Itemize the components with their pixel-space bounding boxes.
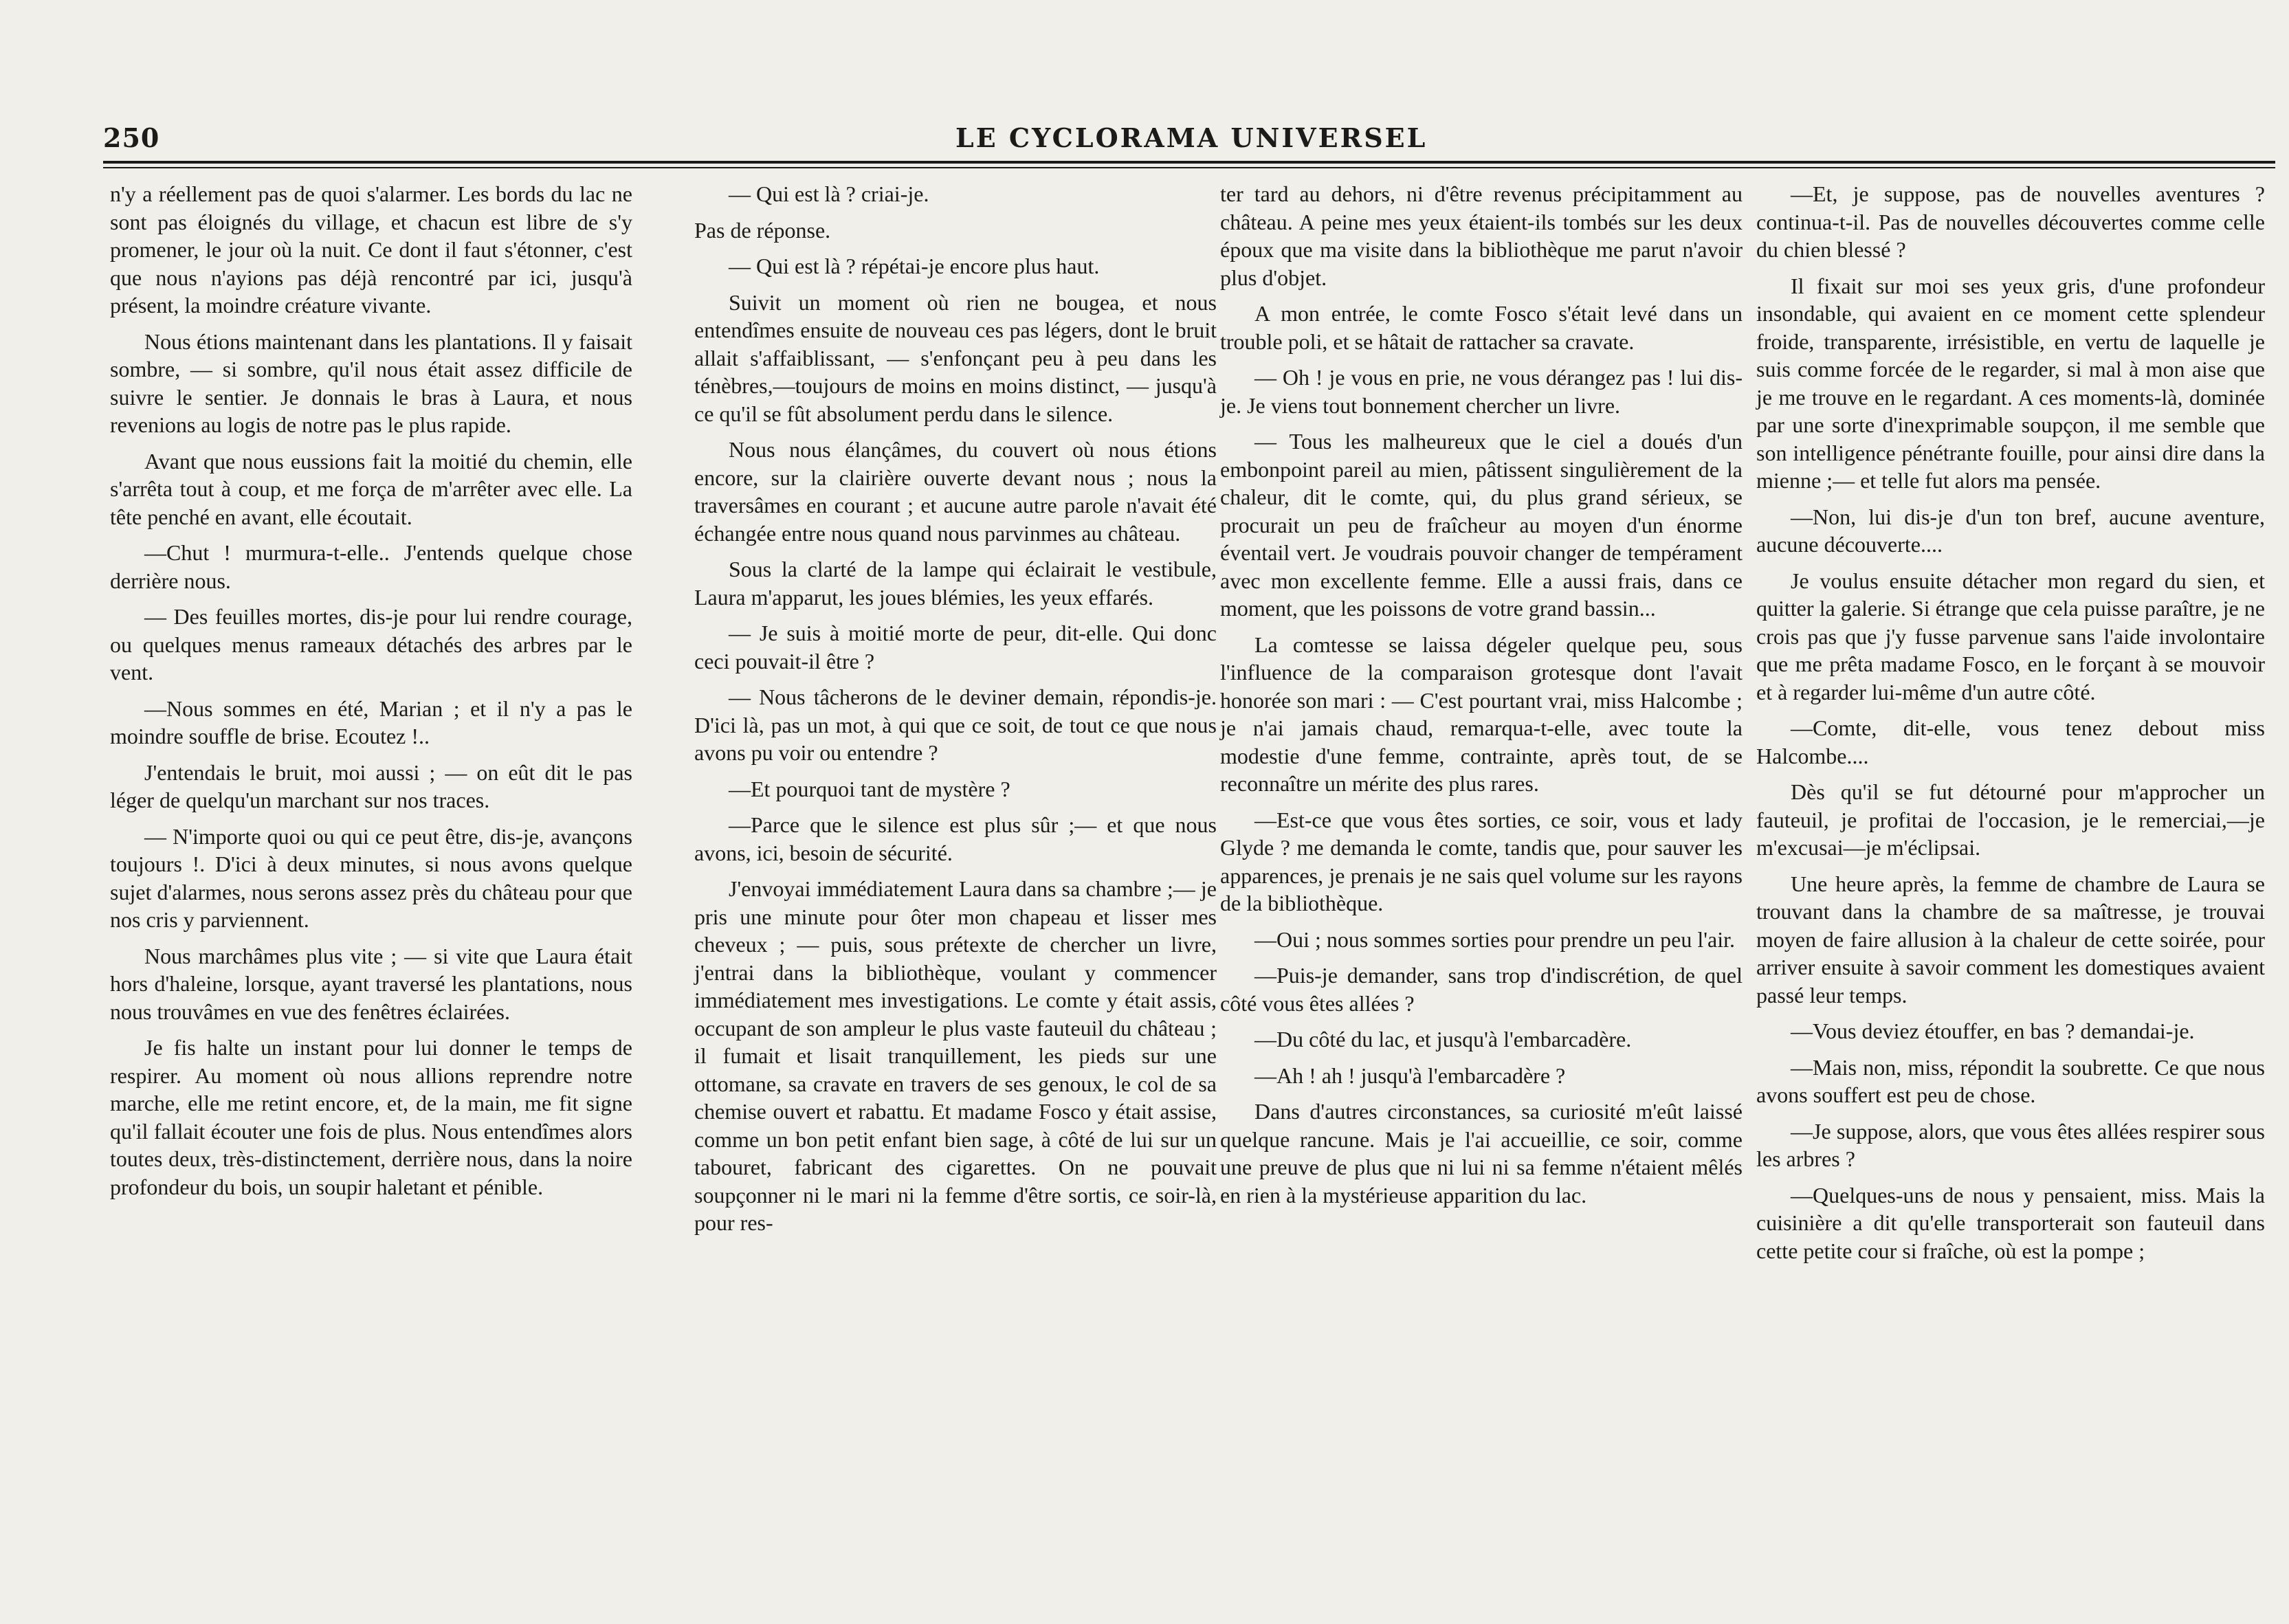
page-number: 250 [103, 122, 160, 153]
paragraph: —Je suppose, alors, que vous êtes allées respirer sous les arbres ? [1756, 1118, 2265, 1171]
paragraph: —Parce que le silence est plus sûr ;— et que nous avons, ici, besoin de sécurité. [694, 812, 1217, 865]
paragraph: —Vous deviez étouffer, en bas ? demandai-je. [1791, 1019, 2195, 1043]
paragraph: —Mais non, miss, répondit la soubrette. Ce que nous avons souffert est peu de chose. [1756, 1054, 2265, 1107]
paragraph: —Chut ! murmura-t-elle.. J'entends quelque chose derrière nous. [110, 540, 632, 593]
paragraph: Je voulus ensuite détacher mon regard du sien, et quitter la galerie. Si étrange que cela puisse paraître, je ne crois pas que j'y fusse parvenue sans l'aide involontaire que me prêta madame Fosco, en le forçant à se mouvoir et à regarder lui-même d'un autre côté. [1756, 568, 2265, 704]
paragraph: Dès qu'il se fut détourné pour m'approcher un fauteuil, je profitai de l'occasion, je le remerciai,—je m'excusai—je m'éclipsai. [1756, 779, 2265, 860]
paragraph: J'envoyai immédiatement Laura dans sa chambre ;— je pris une minute pour ôter mon chapeau et lisser mes cheveux ; — puis, sous prétexte de chercher un livre, j'entrai dans la bibliothèque, voulant y commencer immédiatement mes investigations. Le comte y était assis, occupant de son ampleur le plus vaste fauteuil du château ; il fumait et lisait tranquillement, les pieds sur une ottomane, sa cravate en travers de ses genoux, le col de sa chemise ouvert et rabattu. Et madame Fosco y était assise, comme un bon petit enfant bien sage, à côté de lui sur un tabouret, fabricant des cigarettes. On ne pouvait soupçonner ni le mari ni la femme d'être sortis, ce soir-là, pour res- [694, 876, 1217, 1235]
header-rule-thick [103, 161, 2275, 164]
text-column-4 [1756, 180, 2265, 1273]
text-column-1 [110, 180, 632, 1209]
paragraph: —Et pourquoi tant de mystère ? [729, 776, 1010, 801]
paragraph: —Oui ; nous sommes sorties pour prendre un peu l'air. [1254, 926, 1735, 952]
paragraph: Nous nous élançâmes, du couvert où nous étions encore, sur la clairière ouverte devant nous ; nous la traversâmes en courant ; et aucune autre parole n'avait été échangée entre nous quand nous parvinmes au château. [694, 437, 1217, 546]
paragraph: —Et, je suppose, pas de nouvelles aventures ? continua-t-il. Pas de nouvelles découvertes comme celle du chien blessé ? [1756, 181, 2265, 262]
paragraph: —Non, lui dis-je d'un ton bref, aucune aventure, aucune découverte.... [1756, 504, 2265, 557]
paragraph: Avant que nous eussions fait la moitié du chemin, elle s'arrêta tout à coup, et me força de m'arrêter avec elle. La tête penché en avant, elle écoutait. [110, 448, 632, 529]
paragraph: — Je suis à moitié morte de peur, dit-elle. Qui donc ceci pouvait-il être ? [694, 621, 1217, 674]
text-column-3 [1220, 180, 1743, 1217]
paragraph: Une heure après, la femme de chambre de Laura se trouvant dans la chambre de sa maîtresse, je trouvai moyen de faire allusion à la chaleur de cette soirée, pour arriver ensuite à savoir comment les domestiques avaient passé leur temps. [1756, 871, 2265, 1008]
paragraph: —Nous sommes en été, Marian ; et il n'y a pas le moindre souffle de brise. Ecoutez !.. [110, 696, 632, 748]
paragraph: Nous marchâmes plus vite ; — si vite que Laura était hors d'haleine, lorsque, ayant traversé les plantations, nous nous trouvâmes en vue des fenêtres éclairées. [110, 943, 632, 1024]
paragraph: Dans d'autres circonstances, sa curiosité m'eût laissé quelque rancune. Mais je l'ai accueillie, ce soir, comme une preuve de plus que ni lui ni sa femme n'étaient mêlés en rien à la mystérieuse apparition du lac. [1220, 1099, 1743, 1208]
paragraph: —Puis-je demander, sans trop d'indiscrétion, de quel côté vous êtes allées ? [1220, 963, 1743, 1016]
header-rule-thin [103, 167, 2275, 168]
paragraph: — Oh ! je vous en prie, ne vous dérangez pas ! lui dis-je. Je viens tout bonnement chercher un livre. [1220, 365, 1743, 418]
paragraph: Sous la clarté de la lampe qui éclairait le vestibule, Laura m'apparut, les joues blémies, les yeux effarés. [694, 557, 1217, 610]
paragraph: n'y a réellement pas de quoi s'alarmer. Les bords du lac ne sont pas éloignés du village, et chacun est libre de s'y promener, le jour où la nuit. Ce dont il faut s'étonner, c'est que nous n'ayions pas déjà rencontré par ici, jusqu'à présent, la moindre créature vivante. [110, 181, 632, 318]
paragraph: Je fis halte un instant pour lui donner le temps de respirer. Au moment où nous allions reprendre notre marche, elle me retint encore, et, de la main, me fit signe qu'il fallait écouter une fois de plus. Nous entendîmes alors toutes deux, très-distinctement, derrière nous, dans la noire profondeur du bois, un soupir haletant et pénible. [110, 1035, 632, 1199]
paragraph: Nous étions maintenant dans les plantations. Il y faisait sombre, — si sombre, qu'il nous était assez difficile de suivre le sentier. Je donnais le bras à Laura, et nous revenions au logis de notre pas le plus rapide. [110, 329, 632, 437]
paragraph: Pas de réponse. [694, 217, 831, 243]
running-title: LE CYCLORAMA UNIVERSEL [955, 122, 1428, 153]
paragraph: — Des feuilles mortes, dis-je pour lui rendre courage, ou quelques menus rameaux détachés des arbres par le vent. [110, 604, 632, 685]
paragraph: —Comte, dit-elle, vous tenez debout miss Halcombe.... [1756, 715, 2265, 768]
paragraph: — Qui est là ? répétai-je encore plus haut. [729, 254, 1100, 278]
paragraph: —Du côté du lac, et jusqu'à l'embarcadère. [1254, 1027, 1632, 1052]
paragraph: J'entendais le bruit, moi aussi ; — on eût dit le pas léger de quelqu'un marchant sur nos traces. [110, 759, 632, 812]
paragraph: ter tard au dehors, ni d'être revenus précipitamment au château. A peine mes yeux étaient-ils tombés sur les deux époux que ma visite dans la bibliothèque me parut n'avoir plus d'objet. [1220, 181, 1743, 290]
paragraph: —Ah ! ah ! jusqu'à l'embarcadère ? [1254, 1063, 1566, 1088]
paragraph: —Est-ce que vous êtes sorties, ce soir, vous et lady Glyde ? me demanda le comte, tandis que, pour sauver les apparences, je prenais je ne sais quel volume sur les rayons de la bibliothèque. [1220, 807, 1743, 915]
paragraph: La comtesse se laissa dégeler quelque peu, sous l'influence de la comparaison grotesque dont l'avait honorée son mari : — C'est pourtant vrai, miss Halcombe ; je n'ai jamais chaud, remarqua-t-elle, avec toute la modestie d'une femme, contrainte, après tout, de se reconnaître un mérite des plus rares. [1220, 632, 1743, 796]
paragraph: Il fixait sur moi ses yeux gris, d'une profondeur insondable, qui avaient en ce moment cette splendeur froide, transparente, irrésistible, en vertu de laquelle je suis comme forcée de le regarder, si mal à mon aise que je me trouve en le regardant. A ces moments-là, dominée par une sorte d'inexprimable soupçon, il me semble que son intelligence pénétrante fouille, pour ainsi dire dans la mienne ;— et telle fut alors ma pensée. [1756, 273, 2265, 493]
text-column-2 [694, 180, 1217, 1245]
paragraph: — N'importe quoi ou qui ce peut être, dis-je, avançons toujours !. D'ici à deux minutes, si nous avons quelque sujet d'alarmes, nous serons assez près du château pour que nos cris y parviennent. [110, 823, 632, 932]
paragraph: — Qui est là ? criai-je. [729, 181, 929, 206]
paragraph: — Nous tâcherons de le deviner demain, répondis-je. D'ici là, pas un mot, à qui que ce soit, de tout ce que nous avons pu voir ou entendre ? [694, 685, 1217, 765]
paragraph: Suivit un moment où rien ne bougea, et nous entendîmes ensuite de nouveau ces pas légers, dont le bruit allait s'affaiblissant, — s'enfonçant peu à peu dans les ténèbres,—toujours de moins en moins distinct, — jusqu'à ce qu'il se fût absolument perdu dans le silence. [694, 289, 1217, 426]
paragraph: —Quelques-uns de nous y pensaient, miss. Mais la cuisinière a dit qu'elle transporterait son fauteuil dans cette petite cour si fraîche, où est la pompe ; [1756, 1182, 2265, 1263]
paragraph: — Tous les malheureux que le ciel a doués d'un embonpoint pareil au mien, pâtissent singulièrement de la chaleur, dit le comte, qui, du plus grand sérieux, se procurait un peu de fraîcheur au moyen d'un énorme éventail vert. Je voudrais pouvoir changer de tempérament avec mon excellente femme. Elle a aussi frais, dans ce moment, que les poissons de votre grand bassin... [1220, 429, 1743, 621]
paragraph: A mon entrée, le comte Fosco s'était levé dans un trouble poli, et se hâtait de rattacher sa cravate. [1220, 301, 1743, 354]
